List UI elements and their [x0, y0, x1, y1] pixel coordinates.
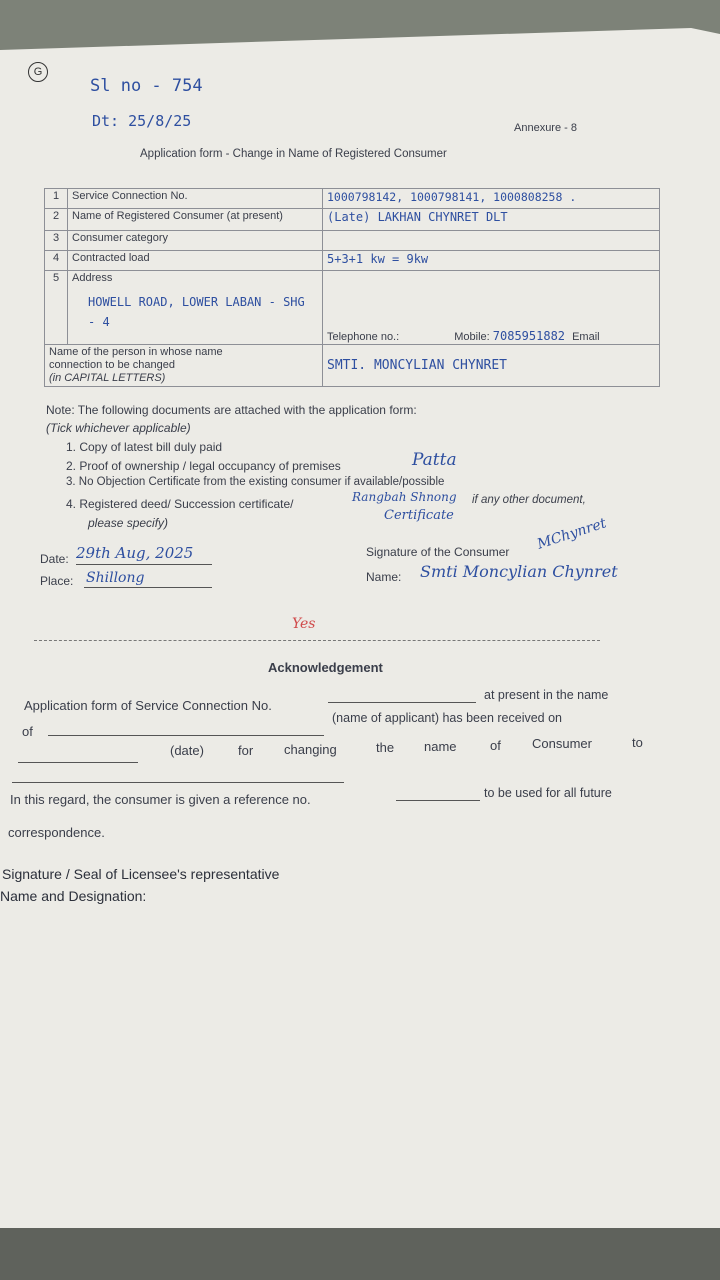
certificate-note: Certificate: [384, 508, 454, 523]
date-label: Date:: [40, 552, 69, 566]
ack-word: name: [424, 739, 457, 754]
ack-line-4b: to be used for all future: [484, 786, 612, 800]
row-number: 4: [45, 251, 68, 271]
ack-line-2a: of: [22, 724, 33, 739]
page-mark: G: [28, 62, 48, 82]
ack-line-5: correspondence.: [8, 825, 105, 840]
ack-blank: [328, 702, 476, 703]
doc-item-other: if any other document,: [472, 494, 586, 506]
ack-blank: [18, 762, 138, 763]
consumer-details-table: [44, 188, 660, 387]
doc-item-2: 2. Proof of ownership / legal occupancy of premises: [66, 459, 341, 473]
ack-word: to: [632, 735, 643, 750]
name-label: Name:: [366, 570, 402, 584]
address-value: HOWELL ROAD, LOWER LABAN - SHG - 4: [88, 295, 305, 329]
ack-blank: [48, 735, 324, 736]
ack-word: for: [238, 743, 254, 758]
ack-line-1a: Application form of Service Connection No.: [24, 698, 272, 713]
new-name-label-line: Name of the person in whose name: [49, 346, 223, 358]
acknowledgement-heading: Acknowledgement: [268, 660, 383, 675]
doc-item-specify: please specify): [88, 516, 169, 530]
name-value: Smti Moncylian Chynret: [420, 562, 618, 581]
desk-surface: [0, 1228, 720, 1280]
consumer-signature: MChynret: [535, 515, 609, 553]
row-label: Consumer category: [68, 231, 323, 251]
row-label: Service Connection No.: [68, 189, 323, 209]
ack-word: changing: [284, 742, 337, 757]
email-label: Email: [572, 331, 600, 343]
new-name-label-line: (in CAPITAL LETTERS): [49, 372, 166, 384]
ack-word: (date): [170, 743, 204, 758]
consumer-category-value: [323, 231, 660, 251]
new-name-label-line: connection to be changed: [49, 359, 175, 371]
date-value: 29th Aug, 2025: [76, 544, 194, 562]
ack-line-2b: (name of applicant) has been received on: [332, 711, 563, 725]
registered-consumer-value: (Late) LAKHAN CHYNRET DLT: [323, 209, 660, 231]
form-title: Application form - Change in Name of Registered Consumer: [140, 148, 447, 160]
mobile-value: 7085951882: [492, 329, 566, 343]
place-label: Place:: [40, 574, 74, 588]
ack-line-4a: In this regard, the consumer is given a reference no.: [10, 792, 311, 807]
doc-item-3: 3. No Objection Certificate from the existing consumer if available/possible: [66, 476, 445, 488]
ack-blank: [396, 800, 480, 801]
ack-word: the: [376, 740, 395, 755]
note-sub: (Tick whichever applicable): [46, 421, 191, 435]
other-doc-note: Rangbah Shnong: [352, 490, 457, 504]
date-note: Dt: 25/8/25: [92, 112, 192, 130]
yes-mark: Yes: [292, 616, 316, 632]
row-label: Contracted load: [68, 251, 323, 271]
place-underline: [84, 587, 212, 588]
name-designation-label: Name and Designation:: [0, 888, 147, 904]
telephone-label: Telephone no.:: [327, 331, 400, 343]
place-value: Shillong: [86, 570, 145, 586]
address-cell: [68, 271, 323, 345]
row-label: Address: [72, 272, 113, 284]
annexure-label: Annexure - 8: [514, 122, 577, 134]
row-number: 5: [45, 271, 68, 345]
row-number: 1: [45, 189, 68, 209]
ack-blank: [12, 782, 344, 783]
ack-word: Consumer: [532, 736, 592, 751]
new-name-value: SMTI. MONCYLIAN CHYNRET: [323, 345, 660, 387]
ack-word: of: [490, 738, 501, 753]
contracted-load-value: 5+3+1 kw = 9kw: [323, 251, 660, 271]
date-underline: [76, 564, 212, 565]
service-connection-value: 1000798142, 1000798141, 1000808258 .: [323, 189, 660, 209]
new-name-label-cell: [45, 345, 323, 387]
ack-line-1b: at present in the name: [484, 688, 609, 702]
signature-label: Signature of the Consumer: [366, 545, 510, 559]
doc-item-1: 1. Copy of latest bill duly paid: [66, 440, 223, 454]
row-number: 2: [45, 209, 68, 231]
mobile-label: Mobile:: [454, 331, 490, 343]
licensee-signature-label: Signature / Seal of Licensee's representative: [2, 866, 280, 882]
row-label: Name of Registered Consumer (at present): [68, 209, 323, 231]
note-heading: Note: The following documents are attached with the application form:: [46, 403, 417, 417]
section-divider: [34, 640, 600, 641]
doc-item-4: 4. Registered deed/ Succession certificate/: [66, 497, 294, 511]
row-number: 3: [45, 231, 68, 251]
patta-note: Patta: [412, 450, 457, 470]
contact-cell: [323, 271, 660, 345]
sl-no-note: Sl no - 754: [90, 76, 203, 96]
